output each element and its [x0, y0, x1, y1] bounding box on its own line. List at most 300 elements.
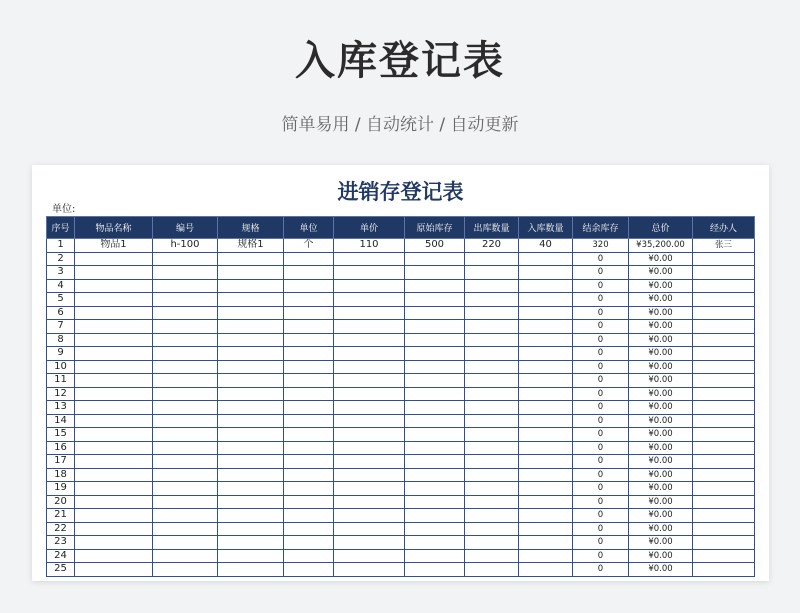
table-cell[interactable] [519, 320, 573, 334]
table-cell[interactable]: 10 [47, 360, 75, 374]
table-cell[interactable] [465, 495, 519, 509]
table-cell[interactable] [153, 563, 218, 577]
table-cell[interactable] [693, 428, 755, 442]
table-cell[interactable] [153, 509, 218, 523]
table-cell[interactable] [334, 360, 405, 374]
table-cell[interactable] [75, 374, 153, 388]
table-cell[interactable] [284, 563, 334, 577]
table-cell[interactable] [218, 468, 284, 482]
table-cell[interactable] [218, 509, 284, 523]
table-cell[interactable]: 40 [519, 239, 573, 253]
table-cell[interactable] [465, 320, 519, 334]
table-cell[interactable] [465, 401, 519, 415]
table-cell[interactable] [284, 495, 334, 509]
table-cell[interactable] [75, 387, 153, 401]
table-cell[interactable] [284, 320, 334, 334]
table-cell[interactable] [218, 306, 284, 320]
table-cell[interactable] [519, 414, 573, 428]
table-cell[interactable] [693, 549, 755, 563]
table-cell[interactable]: 9 [47, 347, 75, 361]
table-cell[interactable]: 0 [573, 387, 629, 401]
table-cell[interactable] [218, 536, 284, 550]
table-cell[interactable] [405, 252, 465, 266]
table-cell[interactable] [334, 428, 405, 442]
table-cell[interactable]: ¥0.00 [629, 293, 693, 307]
table-cell[interactable] [334, 522, 405, 536]
table-cell[interactable]: ¥0.00 [629, 441, 693, 455]
table-cell[interactable] [334, 347, 405, 361]
table-cell[interactable] [405, 374, 465, 388]
table-cell[interactable] [75, 333, 153, 347]
table-cell[interactable] [334, 266, 405, 280]
table-cell[interactable] [405, 401, 465, 415]
table-cell[interactable]: 个 [284, 239, 334, 253]
table-cell[interactable] [75, 266, 153, 280]
table-cell[interactable] [519, 252, 573, 266]
table-cell[interactable] [465, 482, 519, 496]
table-cell[interactable] [334, 455, 405, 469]
table-cell[interactable]: 物品1 [75, 239, 153, 253]
table-cell[interactable] [465, 428, 519, 442]
table-cell[interactable] [465, 522, 519, 536]
table-cell[interactable] [218, 347, 284, 361]
table-cell[interactable]: 7 [47, 320, 75, 334]
table-cell[interactable] [284, 279, 334, 293]
table-cell[interactable] [465, 536, 519, 550]
table-cell[interactable]: 规格1 [218, 239, 284, 253]
table-cell[interactable] [405, 306, 465, 320]
table-cell[interactable] [284, 360, 334, 374]
table-cell[interactable] [153, 293, 218, 307]
table-cell[interactable] [334, 536, 405, 550]
table-cell[interactable]: ¥0.00 [629, 374, 693, 388]
table-cell[interactable] [405, 387, 465, 401]
table-cell[interactable]: ¥0.00 [629, 536, 693, 550]
table-cell[interactable]: 5 [47, 293, 75, 307]
table-cell[interactable] [519, 333, 573, 347]
table-cell[interactable] [153, 306, 218, 320]
table-cell[interactable]: ¥0.00 [629, 522, 693, 536]
table-cell[interactable] [75, 495, 153, 509]
table-cell[interactable] [334, 414, 405, 428]
table-cell[interactable] [693, 482, 755, 496]
table-cell[interactable]: h-100 [153, 239, 218, 253]
table-cell[interactable] [218, 522, 284, 536]
table-cell[interactable]: 220 [465, 239, 519, 253]
table-cell[interactable] [519, 374, 573, 388]
table-cell[interactable]: 17 [47, 455, 75, 469]
table-cell[interactable] [693, 455, 755, 469]
table-cell[interactable]: 24 [47, 549, 75, 563]
table-cell[interactable] [75, 563, 153, 577]
table-cell[interactable]: 21 [47, 509, 75, 523]
table-cell[interactable] [334, 320, 405, 334]
table-cell[interactable] [405, 428, 465, 442]
table-cell[interactable] [334, 374, 405, 388]
table-cell[interactable]: 0 [573, 266, 629, 280]
table-cell[interactable] [693, 320, 755, 334]
table-cell[interactable] [75, 401, 153, 415]
table-cell[interactable] [405, 536, 465, 550]
table-cell[interactable] [284, 441, 334, 455]
table-cell[interactable]: 0 [573, 333, 629, 347]
table-cell[interactable] [405, 347, 465, 361]
table-cell[interactable] [693, 509, 755, 523]
table-cell[interactable] [519, 536, 573, 550]
table-cell[interactable] [75, 306, 153, 320]
table-cell[interactable] [153, 401, 218, 415]
table-cell[interactable] [693, 563, 755, 577]
table-cell[interactable] [405, 266, 465, 280]
table-cell[interactable]: 0 [573, 360, 629, 374]
table-cell[interactable] [693, 333, 755, 347]
table-cell[interactable] [405, 482, 465, 496]
table-cell[interactable]: ¥0.00 [629, 468, 693, 482]
table-cell[interactable] [334, 293, 405, 307]
table-cell[interactable] [519, 522, 573, 536]
table-cell[interactable] [465, 279, 519, 293]
table-cell[interactable] [153, 266, 218, 280]
table-cell[interactable] [218, 360, 284, 374]
table-cell[interactable]: 0 [573, 428, 629, 442]
table-cell[interactable] [218, 252, 284, 266]
table-cell[interactable] [218, 293, 284, 307]
table-cell[interactable]: 0 [573, 549, 629, 563]
table-cell[interactable] [519, 549, 573, 563]
table-cell[interactable] [693, 360, 755, 374]
table-cell[interactable]: ¥35,200.00 [629, 239, 693, 253]
table-cell[interactable] [465, 414, 519, 428]
table-cell[interactable] [405, 320, 465, 334]
table-cell[interactable] [153, 374, 218, 388]
table-cell[interactable] [153, 441, 218, 455]
table-cell[interactable] [284, 482, 334, 496]
table-cell[interactable] [334, 563, 405, 577]
table-cell[interactable] [519, 293, 573, 307]
table-cell[interactable] [284, 401, 334, 415]
table-cell[interactable] [334, 482, 405, 496]
table-cell[interactable]: ¥0.00 [629, 509, 693, 523]
table-cell[interactable]: ¥0.00 [629, 414, 693, 428]
table-cell[interactable] [465, 347, 519, 361]
table-cell[interactable] [519, 306, 573, 320]
table-cell[interactable]: ¥0.00 [629, 306, 693, 320]
table-cell[interactable] [153, 252, 218, 266]
table-cell[interactable]: 0 [573, 320, 629, 334]
table-cell[interactable]: 0 [573, 441, 629, 455]
table-cell[interactable]: 张三 [693, 239, 755, 253]
table-cell[interactable]: 20 [47, 495, 75, 509]
table-cell[interactable] [153, 360, 218, 374]
table-cell[interactable] [465, 387, 519, 401]
table-cell[interactable]: 1 [47, 239, 75, 253]
table-cell[interactable] [218, 495, 284, 509]
table-cell[interactable] [465, 468, 519, 482]
table-cell[interactable]: ¥0.00 [629, 333, 693, 347]
table-cell[interactable] [153, 279, 218, 293]
table-cell[interactable]: ¥0.00 [629, 266, 693, 280]
table-cell[interactable] [693, 495, 755, 509]
table-cell[interactable]: 110 [334, 239, 405, 253]
table-cell[interactable] [75, 509, 153, 523]
table-cell[interactable] [218, 482, 284, 496]
table-cell[interactable] [693, 266, 755, 280]
table-cell[interactable] [405, 279, 465, 293]
table-cell[interactable] [218, 374, 284, 388]
table-cell[interactable] [405, 455, 465, 469]
table-cell[interactable] [334, 441, 405, 455]
table-cell[interactable] [75, 320, 153, 334]
table-cell[interactable] [334, 549, 405, 563]
table-cell[interactable]: 2 [47, 252, 75, 266]
table-cell[interactable] [405, 563, 465, 577]
table-cell[interactable] [153, 549, 218, 563]
table-cell[interactable] [693, 374, 755, 388]
table-cell[interactable] [218, 455, 284, 469]
table-cell[interactable] [519, 563, 573, 577]
table-cell[interactable]: ¥0.00 [629, 401, 693, 415]
table-cell[interactable] [519, 495, 573, 509]
table-cell[interactable] [465, 266, 519, 280]
table-cell[interactable] [218, 563, 284, 577]
table-cell[interactable] [465, 374, 519, 388]
table-cell[interactable] [75, 428, 153, 442]
table-cell[interactable] [519, 387, 573, 401]
table-cell[interactable]: ¥0.00 [629, 252, 693, 266]
table-cell[interactable] [284, 522, 334, 536]
table-cell[interactable] [405, 360, 465, 374]
table-cell[interactable] [75, 549, 153, 563]
table-cell[interactable] [465, 252, 519, 266]
table-cell[interactable] [75, 455, 153, 469]
table-cell[interactable] [284, 333, 334, 347]
table-cell[interactable] [75, 522, 153, 536]
table-cell[interactable]: 0 [573, 509, 629, 523]
table-cell[interactable]: 0 [573, 293, 629, 307]
table-cell[interactable] [693, 306, 755, 320]
table-cell[interactable] [153, 468, 218, 482]
table-cell[interactable]: ¥0.00 [629, 563, 693, 577]
table-cell[interactable] [75, 482, 153, 496]
table-cell[interactable]: 0 [573, 401, 629, 415]
table-cell[interactable] [693, 414, 755, 428]
table-cell[interactable]: 23 [47, 536, 75, 550]
table-cell[interactable] [284, 414, 334, 428]
table-cell[interactable]: 0 [573, 414, 629, 428]
table-cell[interactable] [334, 333, 405, 347]
table-cell[interactable]: ¥0.00 [629, 482, 693, 496]
table-cell[interactable]: ¥0.00 [629, 360, 693, 374]
table-cell[interactable] [153, 455, 218, 469]
table-cell[interactable] [218, 441, 284, 455]
table-cell[interactable] [465, 509, 519, 523]
table-cell[interactable] [284, 293, 334, 307]
table-cell[interactable]: 8 [47, 333, 75, 347]
table-cell[interactable]: 320 [573, 239, 629, 253]
table-cell[interactable] [284, 306, 334, 320]
table-cell[interactable] [519, 455, 573, 469]
table-cell[interactable]: 0 [573, 563, 629, 577]
table-cell[interactable]: ¥0.00 [629, 549, 693, 563]
table-cell[interactable]: 22 [47, 522, 75, 536]
table-cell[interactable] [519, 279, 573, 293]
table-cell[interactable] [519, 360, 573, 374]
table-cell[interactable] [405, 509, 465, 523]
table-cell[interactable] [405, 293, 465, 307]
table-cell[interactable] [334, 279, 405, 293]
table-cell[interactable] [284, 455, 334, 469]
table-cell[interactable] [334, 495, 405, 509]
table-cell[interactable] [75, 360, 153, 374]
table-cell[interactable] [153, 414, 218, 428]
table-cell[interactable] [693, 252, 755, 266]
table-cell[interactable] [405, 495, 465, 509]
table-cell[interactable] [75, 536, 153, 550]
table-cell[interactable] [284, 428, 334, 442]
table-cell[interactable]: ¥0.00 [629, 347, 693, 361]
table-cell[interactable]: ¥0.00 [629, 455, 693, 469]
table-cell[interactable]: 0 [573, 495, 629, 509]
table-cell[interactable]: 0 [573, 522, 629, 536]
table-cell[interactable] [465, 306, 519, 320]
table-cell[interactable]: 500 [405, 239, 465, 253]
table-cell[interactable] [153, 522, 218, 536]
table-cell[interactable]: 0 [573, 252, 629, 266]
table-cell[interactable] [218, 414, 284, 428]
table-cell[interactable] [218, 279, 284, 293]
table-cell[interactable] [519, 468, 573, 482]
table-cell[interactable]: 6 [47, 306, 75, 320]
table-cell[interactable] [693, 441, 755, 455]
table-cell[interactable]: 13 [47, 401, 75, 415]
table-cell[interactable] [465, 563, 519, 577]
table-cell[interactable] [519, 482, 573, 496]
table-cell[interactable] [693, 387, 755, 401]
table-cell[interactable] [519, 509, 573, 523]
table-cell[interactable] [153, 482, 218, 496]
table-cell[interactable] [334, 306, 405, 320]
table-cell[interactable] [75, 468, 153, 482]
table-cell[interactable] [334, 401, 405, 415]
table-cell[interactable] [405, 468, 465, 482]
table-cell[interactable] [218, 320, 284, 334]
table-cell[interactable] [153, 347, 218, 361]
table-cell[interactable] [284, 266, 334, 280]
table-cell[interactable] [519, 401, 573, 415]
table-cell[interactable]: 18 [47, 468, 75, 482]
table-cell[interactable] [218, 333, 284, 347]
table-cell[interactable] [153, 428, 218, 442]
table-cell[interactable]: 0 [573, 536, 629, 550]
table-cell[interactable] [693, 536, 755, 550]
table-cell[interactable] [153, 320, 218, 334]
table-cell[interactable] [75, 252, 153, 266]
table-cell[interactable] [334, 468, 405, 482]
table-cell[interactable] [405, 549, 465, 563]
table-cell[interactable] [284, 536, 334, 550]
table-cell[interactable]: 0 [573, 482, 629, 496]
table-cell[interactable] [75, 414, 153, 428]
table-cell[interactable]: 11 [47, 374, 75, 388]
table-cell[interactable]: 0 [573, 468, 629, 482]
table-cell[interactable] [465, 441, 519, 455]
table-cell[interactable] [75, 293, 153, 307]
table-cell[interactable]: 12 [47, 387, 75, 401]
table-cell[interactable]: 19 [47, 482, 75, 496]
table-cell[interactable] [693, 522, 755, 536]
table-cell[interactable] [334, 252, 405, 266]
table-cell[interactable] [693, 279, 755, 293]
table-cell[interactable] [519, 441, 573, 455]
table-cell[interactable] [465, 360, 519, 374]
table-cell[interactable] [693, 468, 755, 482]
table-cell[interactable] [465, 549, 519, 563]
table-cell[interactable] [693, 293, 755, 307]
table-cell[interactable] [405, 441, 465, 455]
table-cell[interactable] [284, 252, 334, 266]
table-cell[interactable] [153, 495, 218, 509]
table-cell[interactable]: 0 [573, 347, 629, 361]
table-cell[interactable] [218, 387, 284, 401]
table-cell[interactable] [153, 387, 218, 401]
table-cell[interactable] [465, 455, 519, 469]
table-cell[interactable]: ¥0.00 [629, 495, 693, 509]
table-cell[interactable] [405, 333, 465, 347]
table-cell[interactable]: ¥0.00 [629, 320, 693, 334]
table-cell[interactable] [218, 428, 284, 442]
table-cell[interactable] [284, 347, 334, 361]
table-cell[interactable] [284, 549, 334, 563]
table-cell[interactable] [75, 347, 153, 361]
table-cell[interactable] [218, 549, 284, 563]
table-cell[interactable] [519, 347, 573, 361]
table-cell[interactable] [284, 374, 334, 388]
table-cell[interactable]: 4 [47, 279, 75, 293]
table-cell[interactable] [218, 401, 284, 415]
table-cell[interactable]: 0 [573, 306, 629, 320]
table-cell[interactable] [519, 428, 573, 442]
table-cell[interactable] [334, 387, 405, 401]
table-cell[interactable] [75, 279, 153, 293]
table-cell[interactable] [284, 509, 334, 523]
table-cell[interactable]: 3 [47, 266, 75, 280]
table-cell[interactable]: 15 [47, 428, 75, 442]
table-cell[interactable] [218, 266, 284, 280]
table-cell[interactable]: 0 [573, 279, 629, 293]
table-cell[interactable]: ¥0.00 [629, 387, 693, 401]
table-cell[interactable] [519, 266, 573, 280]
table-cell[interactable]: 16 [47, 441, 75, 455]
table-cell[interactable]: 14 [47, 414, 75, 428]
table-cell[interactable]: ¥0.00 [629, 279, 693, 293]
table-cell[interactable] [693, 347, 755, 361]
table-cell[interactable]: 0 [573, 374, 629, 388]
table-cell[interactable] [284, 468, 334, 482]
table-cell[interactable] [153, 536, 218, 550]
table-cell[interactable] [153, 333, 218, 347]
table-cell[interactable] [693, 401, 755, 415]
table-cell[interactable]: ¥0.00 [629, 428, 693, 442]
table-cell[interactable] [284, 387, 334, 401]
table-cell[interactable]: 25 [47, 563, 75, 577]
table-cell[interactable] [405, 522, 465, 536]
table-cell[interactable] [465, 333, 519, 347]
table-cell[interactable] [405, 414, 465, 428]
table-cell[interactable]: 0 [573, 455, 629, 469]
table-cell[interactable] [334, 509, 405, 523]
table-cell[interactable] [75, 441, 153, 455]
table-cell[interactable] [465, 293, 519, 307]
